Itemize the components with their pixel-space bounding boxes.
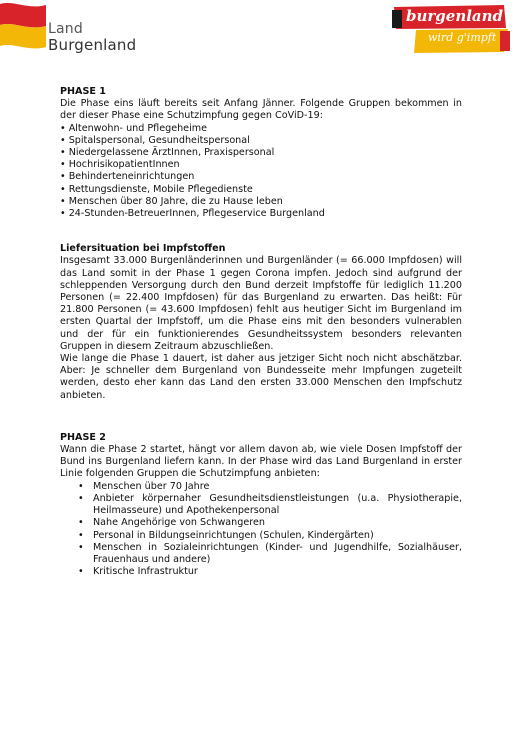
list-item-text: Nahe Angehörige von Schwangeren xyxy=(93,517,265,529)
list-item xyxy=(60,530,462,542)
supply-heading: Liefersituation bei Impfstoffen xyxy=(60,243,226,255)
vaccination-campaign-logo xyxy=(392,4,510,54)
bullet-icon: • xyxy=(78,492,84,504)
list-item-text: Anbieter körpernaher Gesundheitsdienstleistungen (u.a. Physiotherapie, Heilmasseure) und Apothekenpersonal xyxy=(93,492,462,517)
list-item: • 24-Stunden-BetreuerInnen, Pflegeservice Burgenland xyxy=(60,208,325,220)
list-item xyxy=(60,481,462,493)
list-item xyxy=(60,542,462,566)
bullet-icon: • xyxy=(78,566,84,578)
phase2-group-list xyxy=(60,481,462,579)
list-item-text: Menschen über 70 Jahre xyxy=(93,480,210,492)
phase2-intro: Wann die Phase 2 startet, hängt vor allem davon ab, wie viele Dosen Impfstoff der Bund ins Burgenland liefern kann. In der Phase wird das Land Burgenland in erster Linie folgenden Gruppen die Schutzimpfung anbieten: xyxy=(60,444,462,480)
supply-paragraph-1: Insgesamt 33.000 Burgenländerinnen und Burgenländer (= 66.000 Impfdosen) will das Land somit in der Phase 1 gegen Corona impfen. Jedoch sind aufgrund der schleppenden Versorgung durch den Bund derzeit Impfstoffe für lediglich 11.200 Personen (= 22.400 Impfdosen) für das Burgenland zu erwarten. Das heißt: Für 21.800 Personen (= 43.600 Impfdosen) fehlt aus heutiger Sicht im Burgenland im ersten Quartal der Impfstoff, um die Phase eins mit den besonders vulnerablen und der für ein funktionierendes Gesundheitssystem besonders relevanten Gruppen in diesem Zeitraum abzuschließen. xyxy=(60,255,462,352)
logo-burgenland-text: Burgenland xyxy=(48,36,137,54)
list-item xyxy=(60,566,462,578)
list-item-text: Menschen in Sozialeinrichtungen (Kinder- und Jugendhilfe, Sozialhäuser, Frauenhaus und andere) xyxy=(93,541,462,565)
bullet-icon: • xyxy=(78,480,84,492)
document-body xyxy=(60,86,462,578)
brand-burgenland-text: burgenland xyxy=(406,7,504,25)
phase2-heading: PHASE 2 xyxy=(60,431,106,443)
phase1-group-list xyxy=(60,123,462,221)
bullet-icon: • xyxy=(78,517,84,529)
list-item: • HochrisikopatientInnen xyxy=(60,159,180,171)
list-item-text: Kritische Infrastruktur xyxy=(93,566,198,578)
flag-icon xyxy=(0,0,48,52)
brand-slogan-text: wird g'impft xyxy=(428,31,497,44)
supply-paragraph-2: Wie lange die Phase 1 dauert, ist daher aus jetziger Sicht noch nicht abschätzbar. Aber: Je schneller dem Burgenland von Bundesseite mehr Impfungen zugeteilt werden, desto eher kann das Land den ersten 33.000 Menschen den Impfschutz anbieten. xyxy=(60,353,462,401)
land-burgenland-logo xyxy=(0,0,160,60)
logo-land-text: Land xyxy=(48,21,83,37)
list-item: • Rettungsdienste, Mobile Pflegedienste xyxy=(60,183,253,195)
list-item xyxy=(60,517,462,529)
list-item: • Spitalspersonal, Gesundheitspersonal xyxy=(60,134,250,146)
list-item: • Niedergelassene ÄrztInnen, Praxispersonal xyxy=(60,147,275,159)
phase1-intro: Die Phase eins läuft bereits seit Anfang Jänner. Folgende Gruppen bekommen in der dieser Phase eine Schutzimpfung gegen CoViD-19: xyxy=(60,98,462,122)
list-item: • Menschen über 80 Jahre, die zu Hause leben xyxy=(60,195,283,207)
phase1-heading: PHASE 1 xyxy=(60,86,106,97)
bullet-icon: • xyxy=(78,529,84,541)
list-item: • Altenwohn- und Pflegeheime xyxy=(60,122,207,134)
list-item-text: Personal in Bildungseinrichtungen (Schulen, Kindergärten) xyxy=(93,529,374,541)
bullet-icon: • xyxy=(78,541,84,553)
list-item: • Behinderteneinrichtungen xyxy=(60,171,195,183)
list-item xyxy=(60,493,462,517)
